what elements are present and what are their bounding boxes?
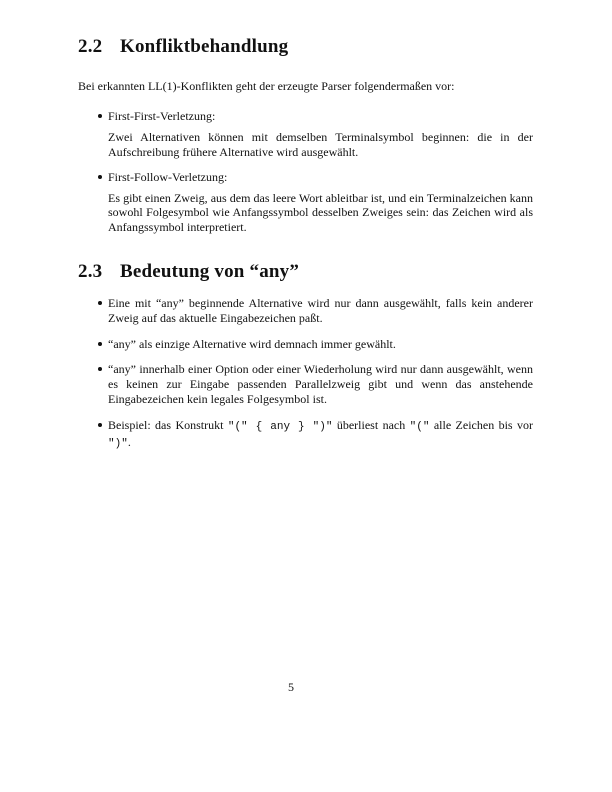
example-text: überliest nach: [332, 417, 410, 432]
section-heading-2-2: [78, 37, 533, 57]
section-heading-2-3: [78, 262, 533, 282]
any-meaning-list: [78, 296, 533, 451]
bullet-icon: [98, 367, 102, 371]
list-item: [78, 362, 533, 406]
list-item-body: Eine mit “any” beginnende Alternative wird nur dann ausgewählt, falls kein anderer Zweig auf das aktuelle Eingabezeichen paßt.: [108, 295, 533, 325]
list-item-body: Zwei Alternativen können mit demselben Terminalsymbol beginnen: die in der Aufschreibung frühere Alternative wird ausgewählt.: [108, 130, 533, 159]
section-title: Bedeutung von “any”: [120, 260, 300, 282]
section-number: 2.3: [78, 260, 103, 282]
list-item-body: Es gibt einen Zweig, aus dem das leere Wort ableitbar ist, und ein Terminalzeichen kann sowohl Folgesymbol wie Anfangssymbol desselben Zweiges sein: das Zeichen wird als Anfangssymbol interpretiert.: [108, 190, 533, 235]
example-text: Beispiel: das Konstrukt: [108, 417, 228, 432]
list-item: [78, 296, 533, 326]
intro-paragraph: Bei erkannten LL(1)-Konflikten geht der erzeugte Parser folgendermaßen vor:: [78, 79, 455, 93]
list-item-body: “any” als einzige Alternative wird demnach immer gewählt.: [108, 336, 396, 351]
code-close-paren: ")": [108, 437, 128, 450]
page-number: 5: [288, 680, 294, 694]
bullet-icon: [98, 342, 102, 346]
list-item-body: [108, 418, 533, 452]
list-item-example: [78, 418, 533, 452]
list-item: [78, 109, 533, 160]
list-item-label: First-First-Verletzung:: [108, 109, 216, 123]
example-text: .: [127, 434, 131, 449]
list-item-body: “any” innerhalb einer Option oder einer Wiederholung wird nur dann ausgewählt, wenn es keinen zur Eingabe passenden Parallelzweig gibt und wenn das anstehende Eingabezeichen kein legales Folgesymbol ist.: [108, 362, 533, 406]
bullet-icon: [98, 301, 102, 305]
bullet-icon: [98, 423, 102, 427]
code-construct: "(" { any } ")": [227, 420, 333, 433]
example-text: alle Zeichen bis vor: [429, 417, 533, 432]
list-item-label: First-Follow-Verletzung:: [108, 169, 228, 184]
list-item: [78, 337, 533, 352]
page-content: [78, 0, 533, 451]
section-number: 2.2: [78, 36, 103, 57]
bullet-icon: [98, 114, 102, 118]
bullet-icon: [98, 175, 102, 179]
list-item: [78, 170, 533, 235]
code-open-paren: "(": [409, 420, 430, 433]
section-title: Konfliktbehandlung: [120, 36, 289, 57]
conflict-handling-list: [78, 109, 533, 235]
